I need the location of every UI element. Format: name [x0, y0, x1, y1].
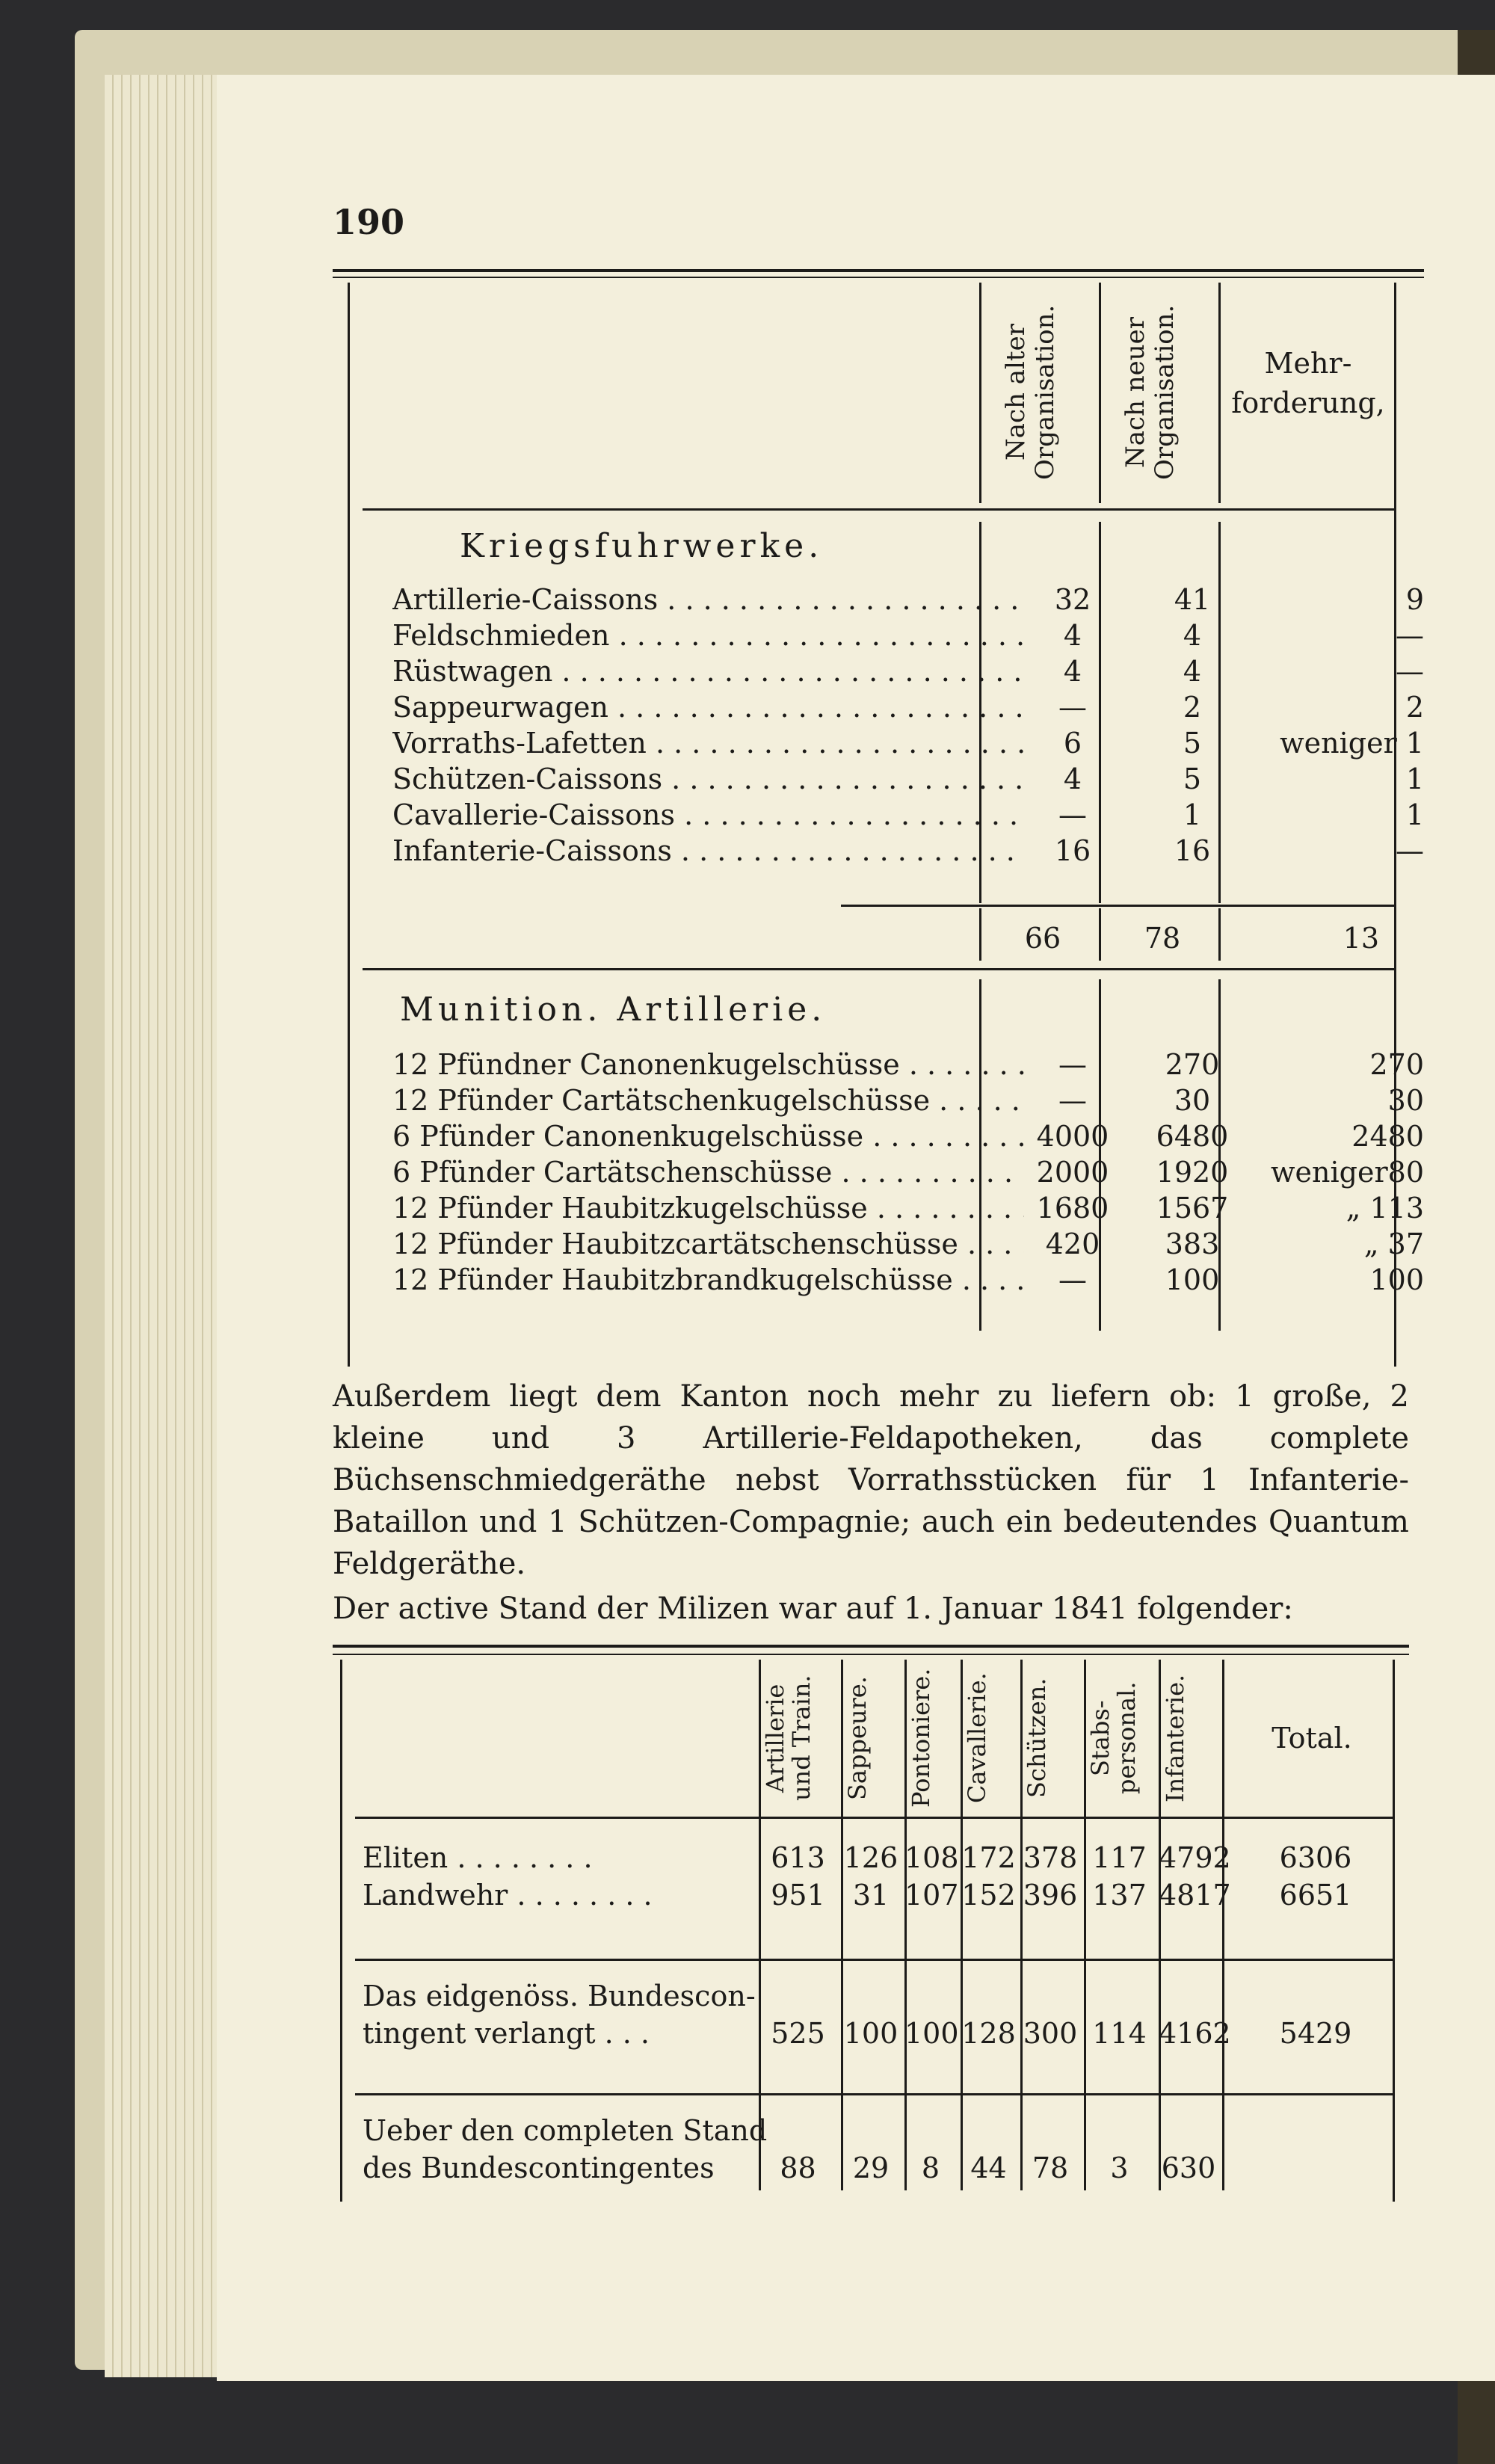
- value-more: weniger 1: [1280, 727, 1424, 760]
- column-header: Sappeure.: [843, 1676, 872, 1800]
- value-cell: 152: [961, 1879, 1016, 1912]
- col-divider: [979, 283, 981, 503]
- vehicle-row: [392, 797, 1424, 833]
- value-old: —: [1058, 691, 1087, 724]
- col-divider: [1099, 283, 1101, 503]
- excess-label-line2: des Bundescontingentes: [363, 2152, 715, 2184]
- contingent-label-line2: tingent verlangt . . .: [363, 2017, 650, 2050]
- value-old: 6: [1063, 727, 1082, 760]
- value-new: 4: [1183, 619, 1202, 652]
- ammunition-row: [392, 1262, 1424, 1298]
- row-label: Feldschmieden . . .: [392, 617, 1024, 653]
- value-cell: 100: [904, 2017, 959, 2050]
- ammunition-row: [392, 1190, 1424, 1226]
- value-cell: 44: [970, 2152, 1007, 2184]
- value-cell: 114: [1092, 2017, 1147, 2050]
- section-title-ammunition: Munition. Artillerie.: [400, 991, 827, 1029]
- value-cell: 117: [1092, 1841, 1147, 1874]
- value-more: 1: [1405, 763, 1424, 795]
- value-old: 420: [1045, 1228, 1100, 1260]
- section-rule: [355, 1959, 1394, 1961]
- value-cell: 31: [852, 1879, 890, 1912]
- section-title-vehicles: Kriegsfuhrwerke.: [460, 527, 824, 565]
- col-divider: [1218, 908, 1221, 961]
- page-number: 190: [333, 202, 405, 242]
- value-cell: 6306: [1279, 1841, 1352, 1874]
- value-cell: 613: [771, 1841, 825, 1874]
- value-cell: 4162: [1159, 2017, 1231, 2050]
- value-new: 4: [1183, 655, 1202, 688]
- value-cell: 3: [1110, 2152, 1129, 2184]
- column-header: Schützen.: [1023, 1678, 1051, 1799]
- sum-old: 66: [1024, 922, 1061, 955]
- value-old: 4000: [1036, 1120, 1109, 1153]
- row-label: Infanterie-Caissons . . .: [392, 833, 1024, 869]
- table-border-left: [340, 1660, 342, 2202]
- col-divider: [1222, 1974, 1224, 2190]
- row-label: 6 Pfünder Canonenkugelschüsse . . .: [392, 1118, 1024, 1154]
- value-new: 270: [1165, 1048, 1220, 1081]
- column-header: Pontoniere.: [907, 1668, 935, 1808]
- value-new: 383: [1165, 1228, 1220, 1260]
- column-header: Cavallerie.: [963, 1672, 991, 1804]
- value-cell: 107: [904, 1879, 959, 1912]
- value-cell: 525: [771, 2017, 825, 2050]
- value-old: 4: [1063, 655, 1082, 688]
- value-more: 100: [1369, 1263, 1424, 1296]
- table-rule: [333, 277, 1424, 278]
- vehicle-row: [392, 761, 1424, 797]
- table-rule: [333, 1645, 1409, 1648]
- row-label: 12 Pfünder Haubitzcartätschenschüsse . . .: [392, 1226, 1024, 1262]
- vehicles-sum-row: [333, 920, 1409, 957]
- value-more: „ 113: [1346, 1192, 1424, 1225]
- militia-table: [333, 1645, 1409, 2213]
- equipment-table: [333, 269, 1424, 1376]
- row-label: Sappeurwagen . . .: [392, 689, 1024, 725]
- value-old: —: [1058, 798, 1087, 831]
- header-rule: [355, 1817, 1394, 1819]
- row-label: 12 Pfündner Canonenkugelschüsse . . .: [392, 1047, 1024, 1082]
- value-cell: 108: [904, 1841, 959, 1874]
- ammunition-row: [392, 1047, 1424, 1082]
- ammunition-row: [392, 1226, 1424, 1262]
- value-more: 2480: [1351, 1120, 1424, 1153]
- column-header: Stabs- personal.: [1086, 1681, 1141, 1795]
- value-more: —: [1396, 834, 1424, 867]
- value-old: 4: [1063, 763, 1082, 795]
- value-old: —: [1058, 1084, 1087, 1117]
- value-cell: 396: [1023, 1879, 1078, 1912]
- value-cell: 137: [1092, 1879, 1147, 1912]
- value-cell: 88: [780, 2152, 816, 2184]
- value-old: 32: [1054, 583, 1091, 616]
- value-new: 16: [1174, 834, 1211, 867]
- value-more: 9: [1405, 583, 1424, 616]
- section-rule: [355, 2093, 1394, 2095]
- value-cell: 630: [1161, 2152, 1216, 2184]
- value-new: 100: [1165, 1263, 1220, 1296]
- value-cell: 128: [961, 2017, 1016, 2050]
- column-header: Infanterie.: [1161, 1674, 1189, 1802]
- value-new: 1: [1183, 798, 1202, 831]
- value-old: 1680: [1036, 1192, 1109, 1225]
- vehicle-row: [392, 725, 1424, 761]
- header-new-organisation: Nach neuer Organisation.: [1121, 304, 1180, 481]
- value-cell: 100: [843, 2017, 898, 2050]
- table-border-left: [348, 283, 350, 1367]
- table-rule: [333, 1654, 1409, 1655]
- ammunition-row: [392, 1154, 1424, 1190]
- header-old-organisation: Nach alter Organisation.: [1001, 304, 1061, 481]
- value-cell: 4817: [1159, 1879, 1231, 1912]
- sum-rule: [841, 905, 1394, 907]
- col-divider: [1099, 908, 1101, 961]
- value-new: 41: [1174, 583, 1211, 616]
- row-label: Eliten . . . . . . . .: [363, 1841, 593, 1874]
- value-cell: 29: [852, 2152, 890, 2184]
- value-old: 16: [1054, 834, 1091, 867]
- row-label: 12 Pfünder Haubitzkugelschüsse . . .: [392, 1190, 1024, 1226]
- value-new: 5: [1183, 763, 1202, 795]
- row-label: Schützen-Caissons . . .: [392, 761, 1024, 797]
- value-old: 4: [1063, 619, 1082, 652]
- header-additional-demand: Mehr- forderung,: [1231, 347, 1385, 420]
- value-cell: 378: [1023, 1841, 1078, 1874]
- column-header: Artillerie und Train.: [761, 1675, 816, 1802]
- excess-label-line1: Ueber den completen Stand: [363, 2114, 768, 2147]
- value-cell: 78: [1032, 2152, 1069, 2184]
- col-divider: [1218, 283, 1221, 503]
- page-content: [333, 269, 1424, 2213]
- vehicle-row: [392, 689, 1424, 725]
- row-label: 12 Pfünder Cartätschenkugelschüsse . . .: [392, 1082, 1024, 1118]
- contingent-label-line1: Das eidgenöss. Bundescon-: [363, 1980, 756, 2012]
- ammunition-row: [392, 1118, 1424, 1154]
- vehicle-row: [392, 582, 1424, 617]
- value-new: 6480: [1156, 1120, 1229, 1153]
- value-more: 270: [1369, 1048, 1424, 1081]
- value-new: 1567: [1156, 1192, 1229, 1225]
- value-more: weniger80: [1271, 1156, 1424, 1189]
- value-cell: 172: [961, 1841, 1016, 1874]
- value-more: —: [1396, 619, 1424, 652]
- vehicle-row: [392, 833, 1424, 869]
- value-cell: 951: [771, 1879, 825, 1912]
- col-divider: [979, 908, 981, 961]
- ammunition-row: [392, 1082, 1424, 1118]
- sum-new: 78: [1144, 922, 1181, 955]
- value-cell: 300: [1023, 2017, 1078, 2050]
- page-stack: [105, 75, 232, 2377]
- value-more: 2: [1405, 691, 1424, 724]
- column-header-total: Total.: [1271, 1722, 1352, 1755]
- value-cell: 126: [843, 1841, 898, 1874]
- row-label: Landwehr . . . . . . . .: [363, 1879, 653, 1912]
- value-new: 1920: [1156, 1156, 1229, 1189]
- value-new: 30: [1174, 1084, 1211, 1117]
- paragraph-extra-equipment: Außerdem liegt dem Kanton noch mehr zu liefern ob: 1 große, 2 kleine und 3 Artillerie-Feldapotheken, das complete Büchsenschmiedgeräthe nebst Vorrathsstücken für 1 Infanterie-Bataillon und 1 Schützen-Compagnie; auch ein bedeutendes Quantum Feldgeräthe.: [333, 1379, 1409, 1581]
- value-more: —: [1396, 655, 1424, 688]
- vehicle-row: [392, 617, 1424, 653]
- sum-more: 13: [1343, 922, 1379, 955]
- value-more: „ 37: [1363, 1228, 1424, 1260]
- row-label: 12 Pfünder Haubitzbrandkugelschüsse . . .: [392, 1262, 1024, 1298]
- value-cell: 6651: [1279, 1879, 1352, 1912]
- value-more: 1: [1405, 798, 1424, 831]
- table-rule: [333, 269, 1424, 272]
- row-label: 6 Pfünder Cartätschenschüsse . . .: [392, 1154, 1024, 1190]
- row-label: Vorraths-Lafetten . . .: [392, 725, 1024, 761]
- value-new: 5: [1183, 727, 1202, 760]
- value-new: 2: [1183, 691, 1202, 724]
- value-old: 2000: [1036, 1156, 1109, 1189]
- vehicle-row: [392, 653, 1424, 689]
- row-label: Artillerie-Caissons . . .: [392, 582, 1024, 617]
- value-old: —: [1058, 1263, 1087, 1296]
- value-old: —: [1058, 1048, 1087, 1081]
- section-rule: [363, 968, 1394, 970]
- row-label: Rüstwagen . . .: [392, 653, 1024, 689]
- value-cell: 4792: [1159, 1841, 1231, 1874]
- value-more: 30: [1387, 1084, 1424, 1117]
- value-cell: 5429: [1279, 2017, 1352, 2050]
- header-rule: [363, 508, 1394, 511]
- value-cell: 8: [921, 2152, 940, 2184]
- paragraph-active-strength: Der active Stand der Milizen war auf 1. Januar 1841 folgender:: [333, 1592, 1293, 1626]
- table-border-right: [1393, 1660, 1395, 2202]
- row-label: Cavallerie-Caissons . . .: [392, 797, 1024, 833]
